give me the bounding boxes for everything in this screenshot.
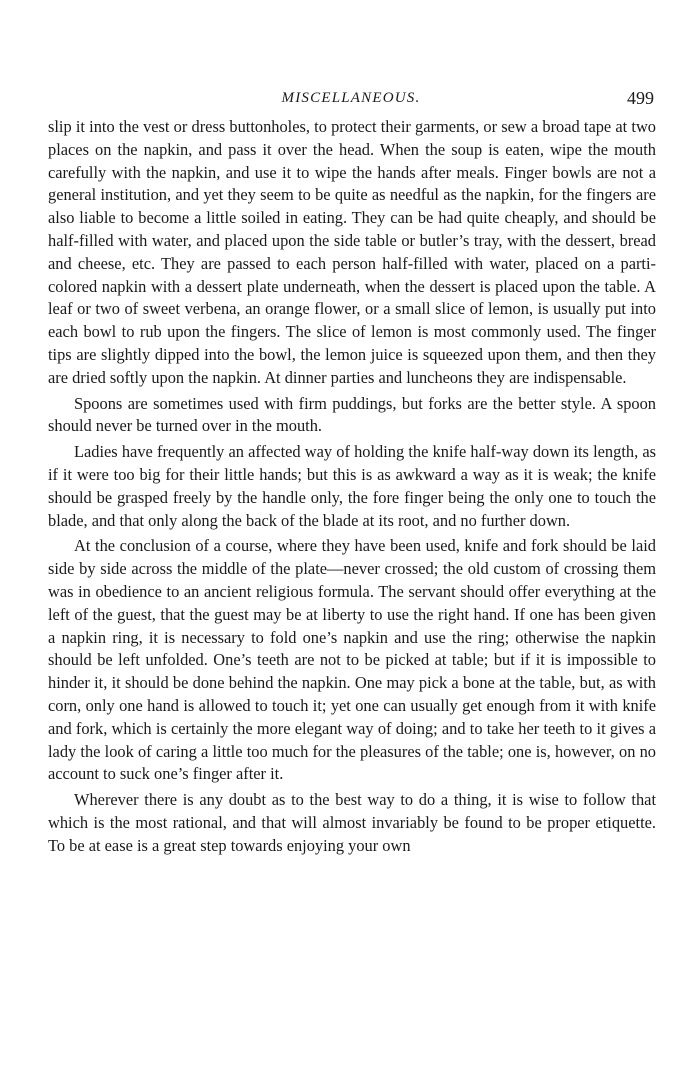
paragraph-napkin-finger-bowls: slip it into the vest or dress buttonholes, to protect their garments, or sew a broad tape at two places on the napkin, and pass it over the head. When the soup is eaten, wipe the mouth carefully with the napkin, and use it to wipe the hands after meals. Finger bowls are not a general institution, and yet they seem to be quite as needful as the napkin, for the fingers are also liable to become a little soiled in eating. They can be had quite cheaply, and should be half-filled with water, and placed upon the side table or butler’s tray, with the dessert, bread and cheese, etc. They are passed to each person half-filled with water, placed on a parti-colored napkin with a dessert plate underneath, when the dessert is placed upon the table. A leaf or two of sweet verbena, an orange flower, or a small slice of lemon, is usually put into each bowl to rub upon the fingers. The slice of lemon is most commonly used. The finger tips are slightly dipped into the bowl, the lemon juice is squeezed upon them, and then they are dried softly upon the napkin. At dinner parties and luncheons they are indispensable. xyxy=(48,117,656,387)
paragraph-knife-holding: Ladies have frequently an affected way of holding the knife half-way down its length, as if it were too big for their little hands; but this is as awkward a way as it is weak; the knife should be grasped freely by the handle only, the fore finger being the only one to touch the blade, and that only along the back of the blade at its root, and no further down. xyxy=(48,442,656,530)
paragraph-spoons: Spoons are sometimes used with firm puddings, but forks are the better style. A spoon should never be turned over in the mouth. xyxy=(48,393,656,436)
running-title: MISCELLANEOUS. xyxy=(281,90,421,106)
page-number: 499 xyxy=(627,88,654,108)
running-head xyxy=(48,88,654,112)
paragraph-course-conclusion: At the conclusion of a course, where they have been used, knife and fork should be laid side by side across the middle of the plate—never crossed; the old custom of crossing them was in obedience to an ancient religious formula. The servant should offer everything at the left of the guest, that the guest may be at liberty to use the right hand. If one has been given a napkin ring, it is necessary to fold one’s napkin and use the ring; otherwise the napkin should be left unfolded. One’s teeth are not to be picked at table; but if it is impossible to hinder it, it should be done behind the napkin. One may pick a bone at the table, but, as with corn, only one hand is allowed to touch it; yet one can usually get enough from it with knife and fork, which is certainly the more elegant way of doing; and to take her teeth to it gives a lady the look of caring a little too much for the pleasures of the table; one is, however, on no account to suck one’s finger after it. xyxy=(48,536,656,784)
paragraph-rational-etiquette: Wherever there is any doubt as to the best way to do a thing, it is wise to follow that which is the most rational, and that will almost invariably be found to be proper etiquette. To be at ease is a great step towards enjoying your own xyxy=(48,790,656,855)
body-text xyxy=(48,116,656,861)
